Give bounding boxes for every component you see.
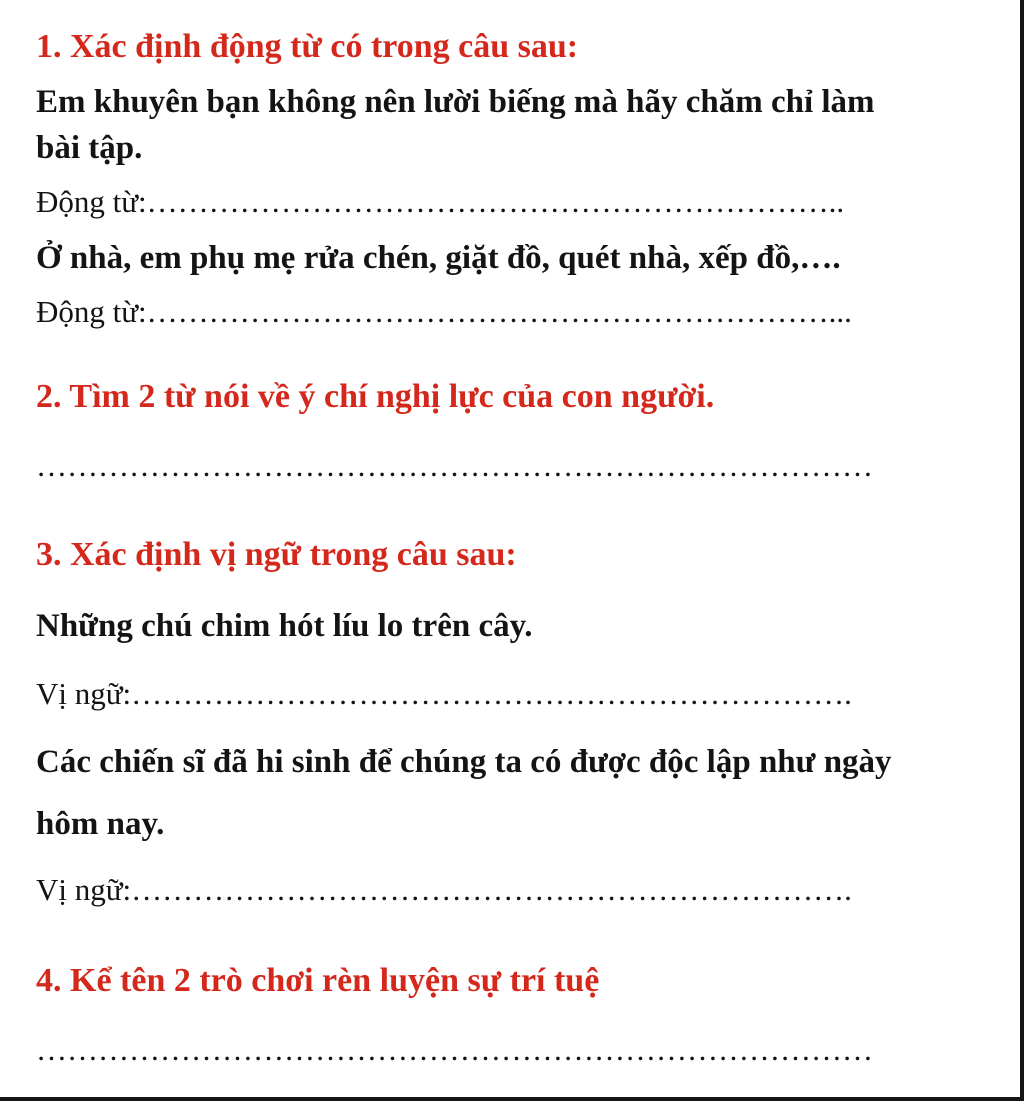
q3-sentence-2-line-1: Các chiến sĩ đã hi sinh để chúng ta có được độc lập như ngày bbox=[36, 744, 892, 780]
q4-answer-line: ……………………………………………………………………… bbox=[36, 1032, 873, 1067]
q3-sentence-2-line-2: hôm nay. bbox=[36, 806, 165, 842]
q1-sentence-1-line-2: bài tập. bbox=[36, 130, 143, 166]
q3-answer-1-line: Vị ngữ:……………………………………………………………. bbox=[36, 676, 852, 711]
question-4-title: 4. Kể tên 2 trò chơi rèn luyện sự trí tuệ bbox=[36, 962, 600, 999]
q1-answer-1-line: Động từ:………………………………………………………….. bbox=[36, 184, 845, 219]
q1-sentence-1-line-1: Em khuyên bạn không nên lười biếng mà hãy chăm chỉ làm bbox=[36, 84, 875, 120]
q1-answer-2-line: Động từ:…………………………………………………………... bbox=[36, 294, 852, 329]
q1-sentence-2: Ở nhà, em phụ mẹ rửa chén, giặt đồ, quét nhà, xếp đồ,…. bbox=[36, 240, 841, 276]
question-2-title: 2. Tìm 2 từ nói về ý chí nghị lực của con người. bbox=[36, 378, 715, 415]
q3-answer-2-line: Vị ngữ:……………………………………………………………. bbox=[36, 872, 852, 907]
question-1-title: 1. Xác định động từ có trong câu sau: bbox=[36, 28, 579, 65]
q3-sentence-1: Những chú chim hót líu lo trên cây. bbox=[36, 608, 533, 644]
q2-answer-line: ……………………………………………………………………… bbox=[36, 448, 873, 483]
question-3-title: 3. Xác định vị ngữ trong câu sau: bbox=[36, 536, 517, 573]
